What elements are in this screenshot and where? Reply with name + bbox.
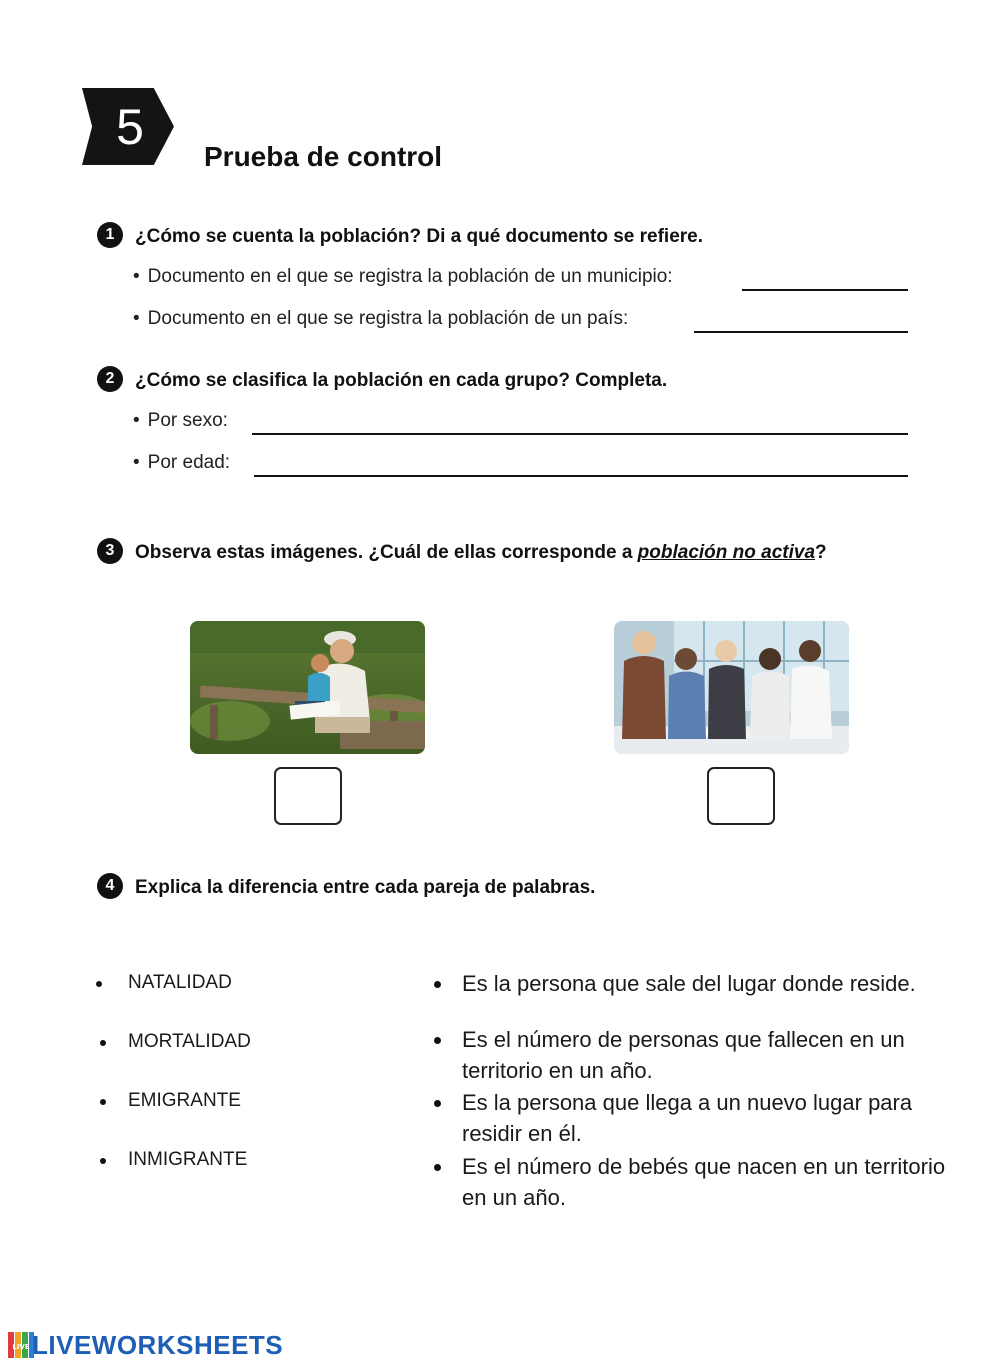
q2-answer-edad[interactable]: [254, 457, 908, 477]
definition-bullet: [434, 1164, 441, 1171]
bullet: •: [133, 452, 140, 473]
q1-answer-pais[interactable]: [694, 313, 908, 333]
term-natalidad[interactable]: NATALIDAD: [128, 972, 232, 993]
question-2-number: 2: [97, 366, 123, 392]
question-4-text: Explica la diferencia entre cada pareja de palabras.: [135, 877, 596, 898]
question-3-text-after: ?: [815, 542, 827, 563]
definition-bullet: [434, 981, 441, 988]
q1-item-1: [133, 266, 673, 288]
q1-answer-municipio[interactable]: [742, 271, 908, 291]
definition-1[interactable]: Es la persona que sale del lugar donde reside.: [462, 971, 916, 996]
definition-3[interactable]: Es la persona que llega a un nuevo lugar para residir en él.: [462, 1090, 913, 1146]
definition-4[interactable]: Es el número de bebés que nacen en un territorio en un año.: [462, 1154, 946, 1210]
term-emigrante[interactable]: EMIGRANTE: [128, 1090, 241, 1111]
unit-number: 5: [116, 98, 144, 155]
definition-bullet: [434, 1037, 441, 1044]
page-title: Prueba de control: [204, 141, 443, 172]
logo-mark-text: LIVE: [12, 1343, 30, 1351]
q1-item-2-label: Documento en el que se registra la población de un país:: [147, 308, 629, 329]
question-1-text: ¿Cómo se cuenta la población? Di a qué documento se refiere.: [135, 226, 704, 247]
q1-item-2: [133, 308, 628, 330]
bullet: •: [133, 410, 140, 431]
q2-answer-sexo[interactable]: [252, 415, 908, 435]
question-3-number: 3: [97, 538, 123, 564]
bullet: •: [133, 266, 140, 287]
photo-elderly-child: [190, 621, 425, 754]
answer-checkbox-1[interactable]: [274, 767, 342, 825]
term-mortalidad[interactable]: MORTALIDAD: [128, 1031, 251, 1052]
term-bullet: [100, 1158, 106, 1164]
photo-office-workers: [614, 621, 849, 754]
question-2-text: ¿Cómo se clasifica la población en cada grupo? Completa.: [135, 370, 668, 391]
question-4-number: 4: [97, 873, 123, 899]
definition-2[interactable]: Es el número de personas que fallecen en un territorio en un año.: [462, 1027, 905, 1083]
photo-office-workers-illustration: [614, 621, 849, 754]
question-3-text: [135, 542, 827, 564]
q1-item-1-label: Documento en el que se registra la población de un municipio:: [147, 266, 673, 287]
term-bullet: [100, 1040, 106, 1046]
liveworksheets-logo-text[interactable]: LIVEWORKSHEETS: [32, 1330, 284, 1360]
q2-item-1-label: Por sexo:: [147, 410, 228, 431]
term-bullet: [96, 981, 102, 987]
photo-elderly-child-illustration: [190, 621, 425, 754]
term-bullet: [100, 1099, 106, 1105]
q2-item-1: [133, 410, 228, 432]
term-inmigrante[interactable]: INMIGRANTE: [128, 1149, 248, 1170]
q2-item-2-label: Por edad:: [147, 452, 231, 473]
question-1-number: 1: [97, 222, 123, 248]
liveworksheets-logo-icon: [8, 1332, 34, 1358]
question-3-text-before: Observa estas imágenes. ¿Cuál de ellas corresponde a: [135, 542, 638, 563]
definition-bullet: [434, 1100, 441, 1107]
bullet: •: [133, 308, 140, 329]
answer-checkbox-2[interactable]: [707, 767, 775, 825]
question-3-emphasis: población no activa: [637, 542, 816, 563]
q2-item-2: [133, 452, 230, 474]
